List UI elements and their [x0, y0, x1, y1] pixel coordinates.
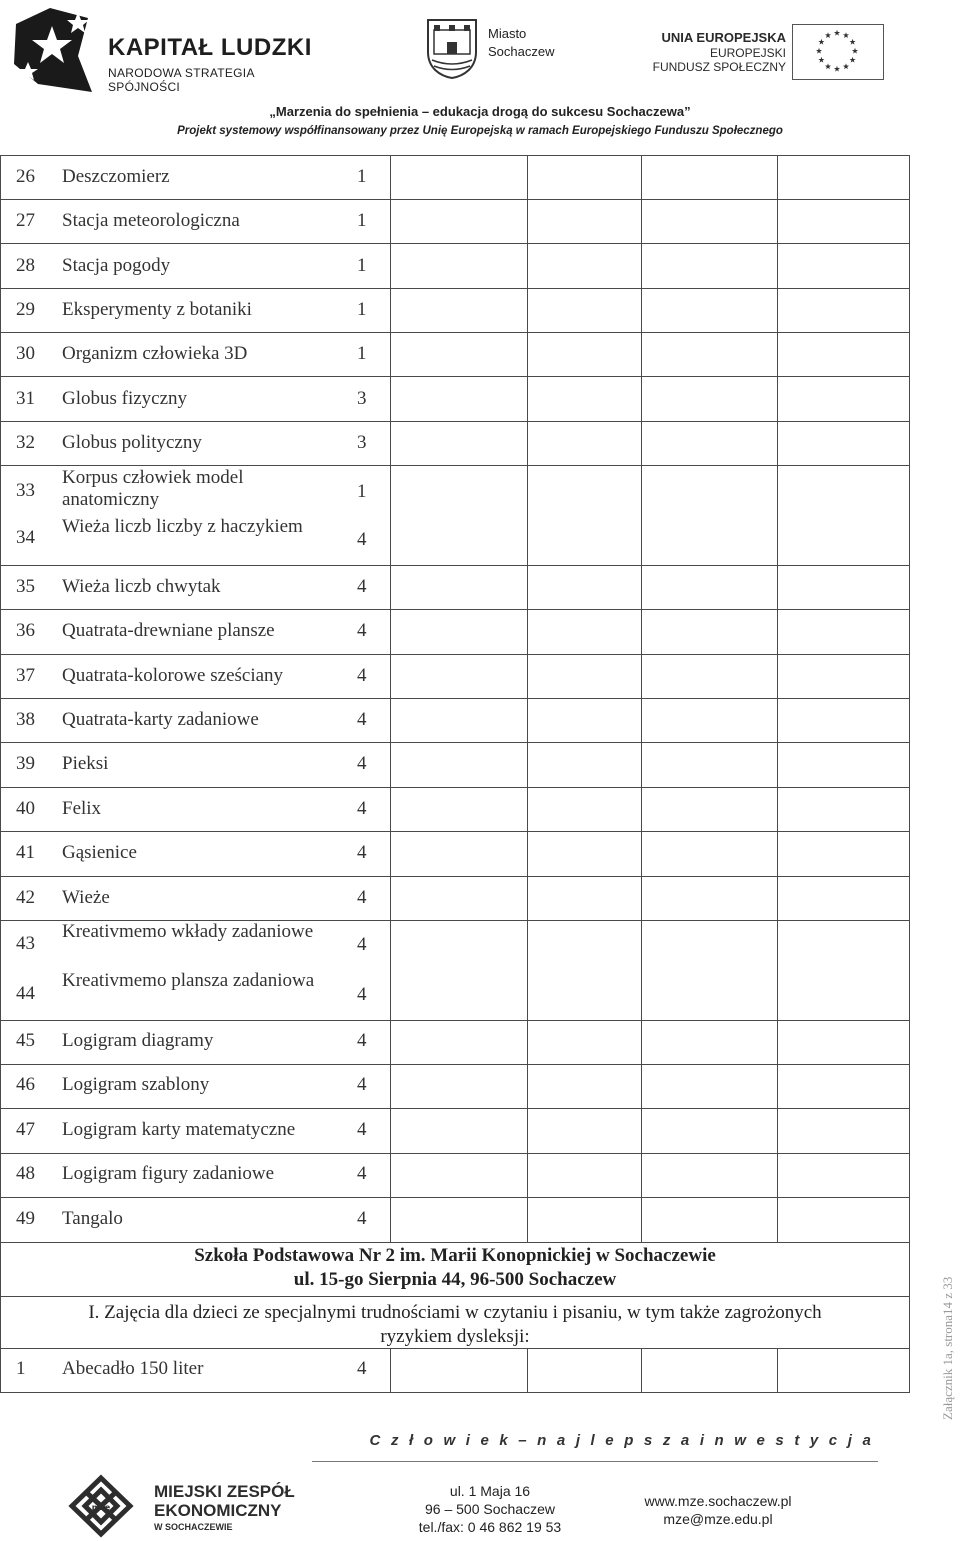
row-number: 46 [16, 1074, 35, 1095]
row-quantity: 4 [357, 1358, 367, 1379]
table-row-border [0, 243, 910, 244]
table-row-border [0, 698, 910, 699]
row-quantity: 4 [357, 529, 367, 550]
row-name: Gąsienice [62, 842, 137, 863]
row-name: Felix [62, 798, 102, 819]
table-row-border [0, 288, 910, 289]
row-number: 45 [16, 1030, 35, 1051]
footer-motto: C z ł o w i e k – n a j l e p s z a i n w e s t y c j a [369, 1432, 874, 1449]
row-number: 43 [16, 933, 35, 954]
row-name: Korpus człowiek model anatomiczny [62, 467, 244, 510]
eu-star-icon [825, 32, 831, 38]
row-number: 29 [16, 299, 35, 320]
project-subtitle: Projekt systemowy współfinansowany przez Unię Europejską w ramach Europejskiego Funduszu Społecznego [177, 125, 783, 137]
table-column-border [527, 1348, 528, 1392]
table-row-border [0, 787, 910, 788]
table-row-border [0, 654, 910, 655]
row-name: Kreativmemo plansza zadaniowa [62, 970, 315, 991]
table-row-border [0, 465, 910, 466]
eu-line3: FUNDUSZ SPOŁECZNY [652, 60, 786, 74]
row-name: Quatrata-kolorowe sześciany [62, 665, 284, 686]
kapital-ludzki-title: KAPITAŁ LUDZKI [108, 34, 312, 61]
row-number: 44 [16, 983, 35, 1004]
table-row-border [0, 332, 910, 333]
row-name: Tangalo [62, 1208, 123, 1229]
row-number: 42 [16, 887, 35, 908]
table-row-border [0, 876, 910, 877]
email-link[interactable]: mze@mze.edu.pl [663, 1511, 773, 1527]
table-row-border [0, 421, 910, 422]
address-postal: 96 – 500 Sochaczew [425, 1501, 555, 1517]
row-name: Logigram karty matematyczne [62, 1119, 296, 1140]
eu-star-icon [818, 39, 824, 45]
table-row-border [0, 742, 910, 743]
row-quantity: 4 [357, 984, 367, 1005]
kapital-ludzki-emblem-icon [8, 4, 100, 96]
table-row-border [0, 199, 910, 200]
website-link[interactable]: www.mze.sochaczew.pl [644, 1493, 792, 1509]
row-name: Quatrata-drewniane plansze [62, 620, 275, 641]
row-quantity: 4 [357, 842, 367, 863]
eu-star-icon [816, 48, 822, 54]
row-name: Stacja pogody [62, 255, 171, 276]
eu-star-icon [850, 39, 856, 45]
row-name: Stacja meteorologiczna [62, 210, 240, 231]
row-quantity: 4 [357, 798, 367, 819]
row-number: 27 [16, 210, 35, 231]
row-name: Globus fizyczny [62, 388, 188, 409]
row-number: 1 [16, 1358, 26, 1379]
section-heading: I. Zajęcia dla dzieci ze specjalnymi trudnościami w czytaniu i pisaniu, w tym także zagrożonych [88, 1302, 822, 1323]
table-column-border [641, 155, 642, 1242]
mze-line1: MIEJSKI ZESPÓŁ [154, 1482, 295, 1501]
kapital-ludzki-logo [8, 4, 328, 96]
eu-star-icon [834, 30, 840, 36]
row-number: 30 [16, 343, 35, 364]
kapital-ludzki-subtitle: NARODOWA STRATEGIA SPÓJNOŚCI [108, 66, 255, 94]
table-row-border [0, 1153, 910, 1154]
row-quantity: 4 [357, 1163, 367, 1184]
row-number: 41 [16, 842, 35, 863]
row-quantity: 4 [357, 665, 367, 686]
eu-star-icon [843, 63, 849, 69]
eu-line2: EUROPEJSKI [709, 46, 786, 60]
table-row-border [0, 1108, 910, 1109]
eu-star-icon [825, 63, 831, 69]
table-row-border [0, 376, 910, 377]
row-name: Kreativmemo wkłady zadaniowe [62, 921, 314, 942]
row-quantity: 1 [357, 299, 367, 320]
eu-line1: UNIA EUROPEJSKA [661, 30, 786, 45]
row-number: 36 [16, 620, 35, 641]
table-column-border [390, 155, 391, 1242]
row-name: Logigram szablony [62, 1074, 210, 1095]
row-number: 49 [16, 1208, 35, 1229]
table-column-border [527, 155, 528, 1242]
table-column-border [777, 1348, 778, 1392]
table-column-border [641, 1348, 642, 1392]
city-coat-of-arms-icon [424, 16, 480, 80]
row-quantity: 3 [357, 388, 367, 409]
row-quantity: 1 [357, 481, 367, 502]
row-number: 40 [16, 798, 35, 819]
row-quantity: 1 [357, 210, 367, 231]
table-column-border [390, 1348, 391, 1392]
row-name: Quatrata-karty zadaniowe [62, 709, 259, 730]
table-row-border [0, 1064, 910, 1065]
school-address: ul. 15-go Sierpnia 44, 96-500 Sochaczew [293, 1269, 617, 1290]
row-quantity: 4 [357, 934, 367, 955]
row-name: Logigram figury zadaniowe [62, 1163, 275, 1184]
eu-star-icon [818, 57, 824, 63]
row-number: 26 [16, 166, 35, 187]
table-row-border [0, 1296, 910, 1297]
row-name: Wieże [62, 887, 110, 908]
eu-star-icon [834, 66, 840, 72]
city-label: Miasto [488, 26, 527, 41]
table-row-border [0, 155, 910, 156]
row-number: 28 [16, 255, 35, 276]
row-quantity: 4 [357, 1030, 367, 1051]
row-name: Wieża liczb chwytak [62, 576, 221, 597]
row-name: Deszczomierz [62, 166, 170, 187]
page-attachment-note: Załącznik 1a, strona14 z 33 [940, 1276, 955, 1420]
row-number: 33 [16, 480, 35, 501]
row-number: 31 [16, 388, 35, 409]
row-quantity: 4 [357, 620, 367, 641]
footer-divider [312, 1461, 878, 1462]
row-quantity: 4 [357, 1208, 367, 1229]
mze-knot-icon [64, 1474, 138, 1538]
table-row-border [0, 609, 910, 610]
row-name: Abecadło 150 liter [62, 1358, 204, 1379]
row-number: 37 [16, 665, 35, 686]
table-row-border [0, 1197, 910, 1198]
sochaczew-city-logo [424, 16, 584, 80]
eu-star-icon [843, 32, 849, 38]
table-left-border [0, 155, 1, 1392]
row-number: 48 [16, 1163, 35, 1184]
row-quantity: 4 [357, 753, 367, 774]
address-street: ul. 1 Maja 16 [449, 1483, 531, 1499]
eu-social-fund-logo [652, 24, 884, 84]
table-column-border [777, 155, 778, 1242]
row-number: 34 [16, 527, 35, 548]
table-row-border [0, 565, 910, 566]
mze-line3: W SOCHACZEWIE [154, 1522, 233, 1532]
row-quantity: 4 [357, 576, 367, 597]
table-row-border [0, 1392, 910, 1393]
mze-line2: EKONOMICZNY [154, 1501, 282, 1520]
table-row-border [0, 831, 910, 832]
row-quantity: 4 [357, 709, 367, 730]
row-number: 35 [16, 576, 35, 597]
row-quantity: 4 [357, 887, 367, 908]
row-quantity: 1 [357, 343, 367, 364]
eu-flag-icon [792, 24, 884, 80]
section-heading-cont: ryzykiem dysleksji: [380, 1326, 530, 1347]
row-name: Globus polityczny [62, 432, 202, 453]
row-name: Pieksi [62, 753, 109, 774]
address-phone: tel./fax: 0 46 862 19 53 [418, 1519, 562, 1535]
row-number: 47 [16, 1119, 35, 1140]
row-name: Organizm człowieka 3D [62, 343, 248, 364]
row-quantity: 1 [357, 166, 367, 187]
row-number: 39 [16, 753, 35, 774]
eu-star-icon [852, 48, 858, 54]
table-right-border [909, 155, 910, 1392]
row-quantity: 4 [357, 1074, 367, 1095]
row-name: Logigram diagramy [62, 1030, 214, 1051]
row-name: Eksperymenty z botaniki [62, 299, 252, 320]
row-name: Wieża liczb liczby z haczykiem [62, 516, 303, 537]
school-name: Szkoła Podstawowa Nr 2 im. Marii Konopnickiej w Sochaczewie [194, 1245, 716, 1266]
row-number: 38 [16, 709, 35, 730]
row-number: 32 [16, 432, 35, 453]
table-row-border [0, 1020, 910, 1021]
project-title: „Marzenia do spełnienia – edukacja drogą do sukcesu Sochaczewa” [269, 104, 691, 119]
row-quantity: 3 [357, 432, 367, 453]
mze-badge-text: mze [91, 1503, 111, 1512]
row-quantity: 4 [357, 1119, 367, 1140]
mze-logo [64, 1474, 304, 1538]
row-quantity: 1 [357, 255, 367, 276]
eu-star-icon [850, 57, 856, 63]
city-name: Sochaczew [488, 44, 555, 59]
